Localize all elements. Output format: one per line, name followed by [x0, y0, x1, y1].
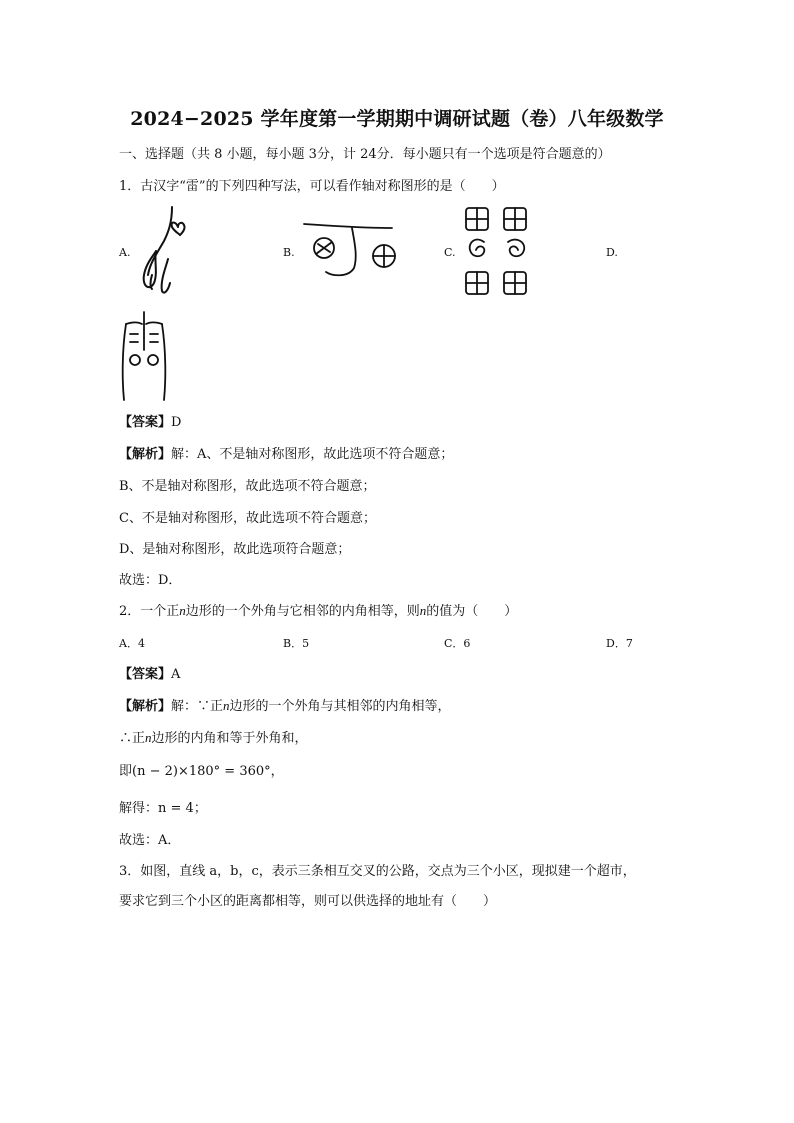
q2-analysis-line-3: 即(n − 2)×180° = 360°， [119, 764, 284, 779]
q2-option-b: B．5 [283, 637, 310, 650]
q1-analysis-line-4: D、是轴对称图形，故此选项符合题意； [119, 542, 351, 557]
q1-option-b-label: B. [283, 246, 295, 259]
glyph-d-figure [118, 310, 170, 404]
question-1-stem: 1．古汉字“雷”的下列四种写法，可以看作轴对称图形的是（ ） [119, 179, 505, 194]
q2-analysis-line-4: 解得：n = 4； [119, 801, 207, 816]
q2-answer: 【答案】A [119, 667, 181, 682]
q1-analysis-line-2: B、不是轴对称图形，故此选项不符合题意； [119, 479, 376, 494]
q1-analysis-line-3: C、不是轴对称图形，故此选项不符合题意； [119, 511, 376, 526]
glyph-a-figure [138, 203, 188, 299]
q1-analysis-line-5: 故选：D． [119, 573, 182, 588]
q1-analysis-line-1: 【解析】解：A、不是轴对称图形，故此选项不符合题意； [119, 447, 454, 462]
glyph-c-figure [462, 204, 532, 298]
equation-solution: n = 4 [158, 801, 194, 816]
q1-answer: 【答案】D [119, 415, 182, 430]
q2-analysis-line-2: ∴正n边形的内角和等于外角和， [119, 730, 308, 746]
q1-option-d-label: D. [606, 246, 618, 259]
q2-option-d: D．7 [606, 637, 633, 650]
q2-option-a: A．4 [119, 637, 145, 650]
q2-analysis-line-1: 【解析】解：∵正n边形的一个外角与其相邻的内角相等， [119, 698, 451, 714]
section-heading: 一、选择题（共 8 小题，每小题 3分，计 24分．每小题只有一个选项是符合题意的） [119, 147, 611, 162]
question-2-stem: 2．一个正n边形的一个外角与它相邻的内角相等，则n的值为（ ） [119, 603, 518, 619]
q1-option-a-label: A. [119, 246, 131, 259]
q2-analysis-line-5: 故选：A． [119, 833, 181, 848]
q2-option-c: C．6 [444, 637, 471, 650]
question-3-stem-line-2: 要求它到三个小区的距离都相等，则可以供选择的地址有（ ） [119, 894, 497, 909]
page-title: 2024−2025 学年度第一学期期中调研试题（卷）八年级数学 [130, 108, 664, 130]
equation-interior-angle-sum: (n − 2)×180° = 360° [132, 764, 271, 779]
question-3-stem-line-1: 3．如图，直线 a，b，c，表示三条相互交叉的公路，交点为三个小区，现拟建一个超市， [119, 864, 636, 879]
glyph-b-figure [302, 216, 400, 282]
q1-option-c-label: C. [444, 246, 456, 259]
